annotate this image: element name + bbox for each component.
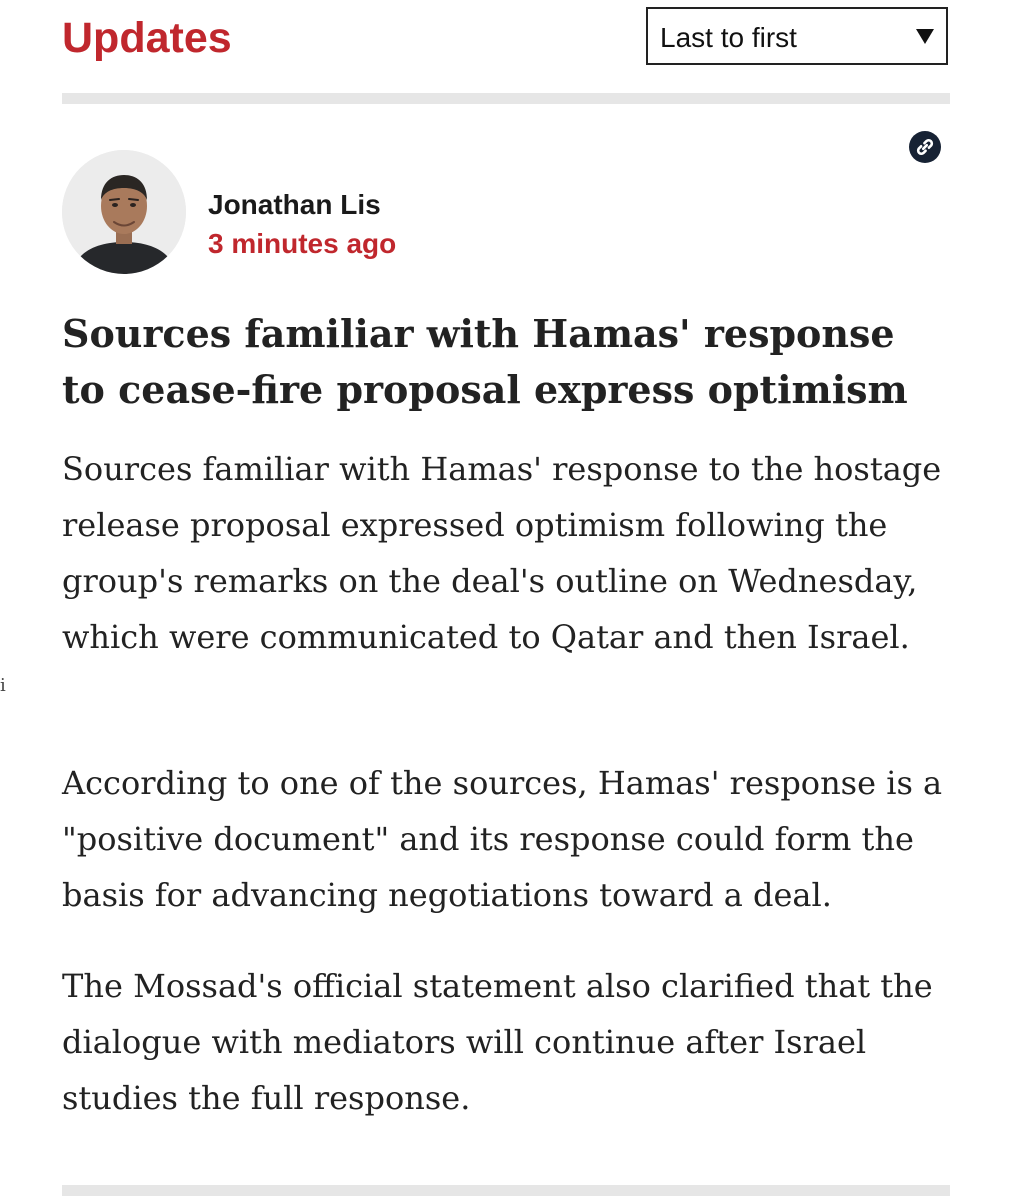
updates-header (62, 0, 950, 80)
author-avatar (62, 150, 186, 274)
sort-order-value: Last to first (660, 22, 797, 53)
header-divider (62, 93, 950, 104)
cropped-edge-text: i (0, 675, 6, 696)
updates-title: Updates (62, 14, 232, 62)
update-paragraph-2: According to one of the sources, Hamas' response is a "positive document" and its response could form the basis for advancing negotiations toward a deal. (62, 764, 943, 914)
sort-order-select[interactable] (646, 7, 948, 65)
post-timestamp: 3 minutes ago (208, 228, 397, 259)
author-name[interactable]: Jonathan Lis (208, 189, 381, 220)
link-icon[interactable] (909, 131, 941, 163)
update-paragraph-1: Sources familiar with Hamas' response to the hostage release proposal expressed optimism following the group's remarks on the deal's outline on Wednesday, which were communicated to Qatar and then Israel. (62, 450, 942, 656)
update-paragraph-3: The Mossad's official statement also clarified that the dialogue with mediators will continue after Israel studies the full response. (62, 967, 933, 1117)
chevron-down-icon (916, 29, 934, 44)
footer-divider (62, 1185, 950, 1196)
update-headline: Sources familiar with Hamas' response to cease-fire proposal express optimism (62, 311, 908, 412)
